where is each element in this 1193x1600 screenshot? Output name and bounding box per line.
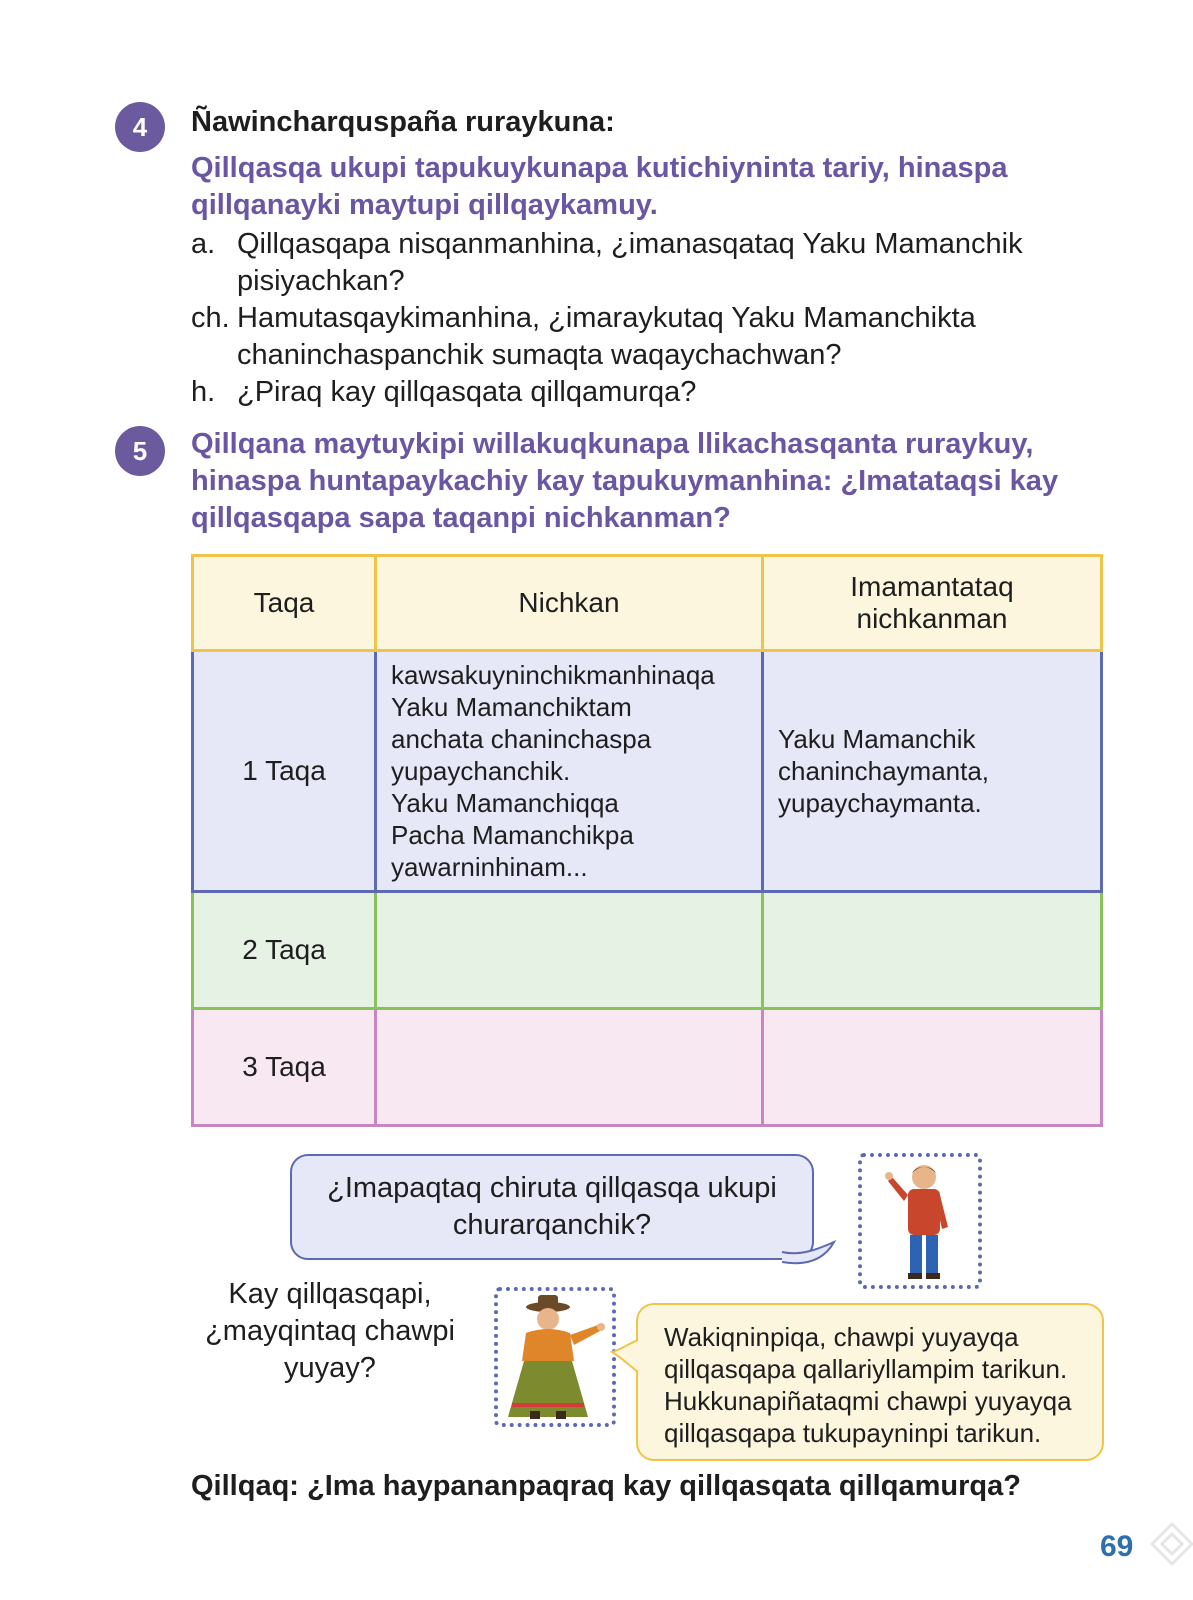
cell-line: yupaychanchik.: [391, 756, 571, 786]
question-h: [191, 374, 1111, 411]
table-row: [193, 892, 1102, 1009]
cell-line: Yaku Mamanchiktam: [391, 692, 632, 722]
question-ch: [191, 300, 1111, 374]
taqa-table: [191, 554, 1103, 1127]
cell-line: chaninchaymanta,: [778, 756, 990, 786]
girl-speech-bubble: [636, 1303, 1104, 1461]
section-5-number: 5: [115, 426, 165, 476]
header-taqa: Taqa: [193, 556, 376, 651]
bubble-line: ¿Imapaqtaq chiruta qillqasqa ukupi: [327, 1172, 777, 1204]
bubble-line: Wakiqninpiqa, chawpi yuyayqa: [664, 1322, 1019, 1352]
table-header-row: [193, 556, 1102, 651]
bubble-tail: [780, 1232, 840, 1272]
question-text: chaninchaspanchik sumaqta waqaychachwan?: [237, 339, 842, 371]
question-line: ¿mayqintaq chawpi: [205, 1315, 455, 1347]
bubble-line: churarqanchik?: [452, 1209, 652, 1241]
question-line: Kay qillqasqapi,: [228, 1278, 432, 1310]
header-line: Imamantataq: [850, 571, 1014, 602]
nichkan-cell[interactable]: [376, 1009, 763, 1126]
table-row: [193, 651, 1102, 892]
cell-line: Pacha Mamanchikpa: [391, 820, 634, 850]
question-list: [191, 226, 1111, 411]
header-line: nichkanman: [856, 603, 1008, 634]
cell-line: yupaychaymanta.: [778, 788, 982, 818]
boy-speech-bubble: [290, 1154, 814, 1260]
question-label: ch.: [191, 302, 230, 334]
section-4-title: Ñawincharquspaña ruraykuna:: [191, 106, 615, 138]
final-question: Qillqaq: ¿Ima haypananpaqraq kay qillqasqata qillqamurqa?: [191, 1470, 1021, 1502]
girl-icon: [498, 1291, 612, 1423]
instruction-line: hinaspa huntapaykachiy kay tapukuymanhina: ¿Imatataqsi kay: [191, 465, 1059, 497]
nichkan-cell[interactable]: [376, 892, 763, 1009]
header-imamantataq: [763, 556, 1102, 651]
nichkan-cell[interactable]: [376, 651, 763, 892]
section-4-instruction: [191, 150, 1007, 224]
girl-illustration-frame: [494, 1287, 616, 1427]
boy-illustration-frame: [858, 1153, 982, 1289]
cell-line: Yaku Mamanchik: [778, 724, 976, 754]
question-text: Hamutasqaykimanhina, ¿imaraykutaq Yaku Mamanchikta: [237, 302, 976, 334]
bubble-line: qillqasqapa tukupayninpi tarikun.: [664, 1418, 1042, 1448]
cell-line: anchata chaninchaspa: [391, 724, 652, 754]
taqa-cell: 3 Taqa: [193, 1009, 376, 1126]
main-idea-question: [196, 1276, 464, 1387]
cell-line: kawsakuyninchikmanhinaqa: [391, 660, 715, 690]
question-text: ¿Piraq kay qillqasqata qillqamurqa?: [237, 376, 697, 408]
corner-ornament-icon: [1150, 1520, 1193, 1580]
page-number: 69: [1100, 1530, 1134, 1563]
taqa-cell: 1 Taqa: [193, 651, 376, 892]
question-text: Qillqasqapa nisqanmanhina, ¿imanasqataq Yaku Mamanchik: [237, 228, 1023, 260]
taqa-cell: 2 Taqa: [193, 892, 376, 1009]
instruction-line: qillqasqapa sapa taqanpi nichkanman?: [191, 502, 731, 534]
question-a: [191, 226, 1111, 300]
section-5-instruction: [191, 426, 1058, 537]
imamantataq-cell[interactable]: [763, 651, 1102, 892]
section-4-number: 4: [115, 102, 165, 152]
table-row: [193, 1009, 1102, 1126]
imamantataq-cell[interactable]: [763, 1009, 1102, 1126]
bubble-tail: [610, 1336, 640, 1376]
cell-line: yawarninhinam...: [391, 852, 588, 882]
imamantataq-cell[interactable]: [763, 892, 1102, 1009]
boy-icon: [862, 1157, 978, 1285]
question-text: pisiyachkan?: [237, 265, 405, 297]
instruction-line: Qillqana maytuykipi willakuqkunapa llikachasqanta ruraykuy,: [191, 428, 1034, 460]
question-label: h.: [191, 376, 216, 408]
bubble-line: qillqasqapa qallariyllampim tarikun.: [664, 1354, 1068, 1384]
question-line: yuyay?: [284, 1352, 376, 1384]
question-label: a.: [191, 228, 216, 260]
cell-line: Yaku Mamanchiqqa: [391, 788, 619, 818]
instruction-line: qillqanayki maytupi qillqaykamuy.: [191, 189, 658, 221]
instruction-line: Qillqasqa ukupi tapukuykunapa kutichiyninta tariy, hinaspa: [191, 152, 1008, 184]
bubble-line: Hukkunapiñataqmi chawpi yuyayqa: [664, 1386, 1072, 1416]
header-nichkan: Nichkan: [376, 556, 763, 651]
